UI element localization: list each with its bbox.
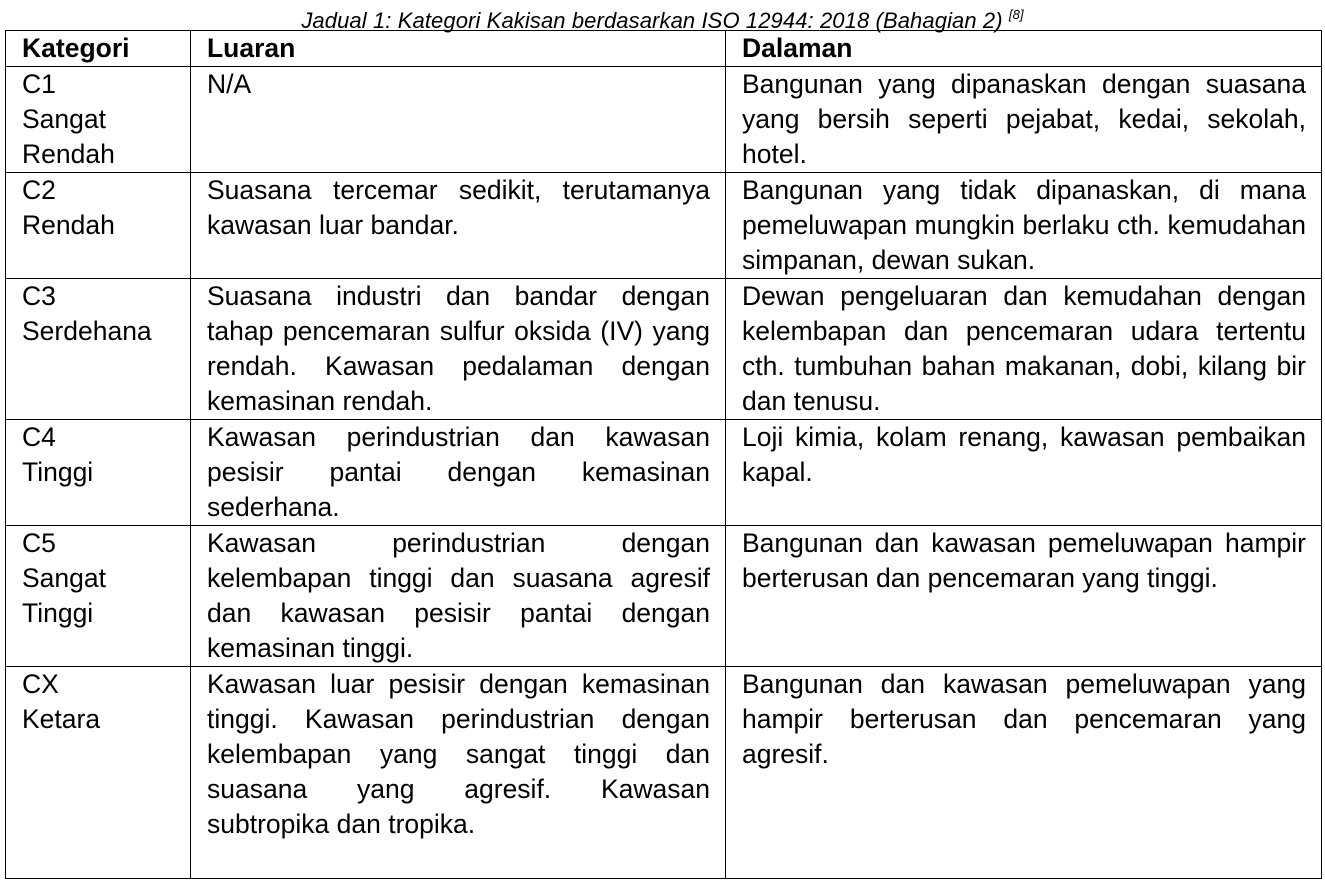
category-code: C1 bbox=[22, 69, 56, 99]
dalaman-cell: Dewan pengeluaran dan kemudahan dengan kelembapan dan pencemaran udara tertentu cth. tumbuhan bahan makanan, dobi, kilang bir dan tenusu. bbox=[726, 279, 1322, 420]
category-code: C2 bbox=[22, 175, 56, 205]
category-code: C3 bbox=[22, 281, 56, 311]
category-code: CX bbox=[22, 669, 59, 699]
table-row bbox=[6, 667, 1322, 879]
table-row bbox=[6, 67, 1322, 173]
category-code: C4 bbox=[22, 422, 56, 452]
dalaman-cell: Bangunan yang dipanaskan dengan suasana yang bersih seperti pejabat, kedai, sekolah, hotel. bbox=[726, 67, 1322, 173]
caption-text: Jadual 1: Kategori Kakisan berdasarkan ISO 12944: 2018 (Bahagian 2) bbox=[301, 8, 1009, 33]
luaran-cell: Kawasan luar pesisir dengan kemasinan tinggi. Kawasan perindustrian dengan kelembapan yang sangat tinggi dan suasana yang agresif. Kawasan subtropika dan tropika. bbox=[191, 667, 726, 879]
header-luaran: Luaran bbox=[191, 31, 726, 67]
dalaman-cell: Bangunan dan kawasan pemeluwapan yang hampir berterusan dan pencemaran yang agresif. bbox=[726, 667, 1322, 879]
table-header-row bbox=[6, 31, 1322, 67]
table-row bbox=[6, 526, 1322, 667]
table-row bbox=[6, 173, 1322, 279]
category-name: Rendah bbox=[22, 210, 115, 240]
corrosion-category-table bbox=[5, 30, 1322, 879]
luaran-cell: Kawasan perindustrian dan kawasan pesisir pantai dengan kemasinan sederhana. bbox=[191, 420, 726, 526]
category-name: Tinggi bbox=[22, 457, 94, 487]
dalaman-cell: Bangunan yang tidak dipanaskan, di mana pemeluwapan mungkin berlaku cth. kemudahan simpanan, dewan sukan. bbox=[726, 173, 1322, 279]
category-cell bbox=[6, 173, 191, 279]
header-kategori: Kategori bbox=[6, 31, 191, 67]
table-row bbox=[6, 279, 1322, 420]
category-name: Sangat Tinggi bbox=[22, 563, 106, 628]
category-cell bbox=[6, 67, 191, 173]
category-cell bbox=[6, 667, 191, 879]
category-name: Ketara bbox=[22, 704, 101, 734]
category-name: Sangat Rendah bbox=[22, 104, 115, 169]
category-cell bbox=[6, 526, 191, 667]
luaran-cell: Kawasan perindustrian dengan kelembapan tinggi dan suasana agresif dan kawasan pesisir pantai dengan kemasinan tinggi. bbox=[191, 526, 726, 667]
dalaman-cell: Bangunan dan kawasan pemeluwapan hampir berterusan dan pencemaran yang tinggi. bbox=[726, 526, 1322, 667]
header-dalaman: Dalaman bbox=[726, 31, 1322, 67]
luaran-cell: Suasana industri dan bandar dengan tahap pencemaran sulfur oksida (IV) yang rendah. Kawasan pedalaman dengan kemasinan rendah. bbox=[191, 279, 726, 420]
category-code: C5 bbox=[22, 528, 56, 558]
category-cell bbox=[6, 279, 191, 420]
caption-reference: [8] bbox=[1008, 7, 1024, 22]
category-cell bbox=[6, 420, 191, 526]
dalaman-cell: Loji kimia, kolam renang, kawasan pembaikan kapal. bbox=[726, 420, 1322, 526]
luaran-cell: Suasana tercemar sedikit, terutamanya kawasan luar bandar. bbox=[191, 173, 726, 279]
luaran-cell: N/A bbox=[191, 67, 726, 173]
category-name: Serdehana bbox=[22, 316, 152, 346]
table-row bbox=[6, 420, 1322, 526]
